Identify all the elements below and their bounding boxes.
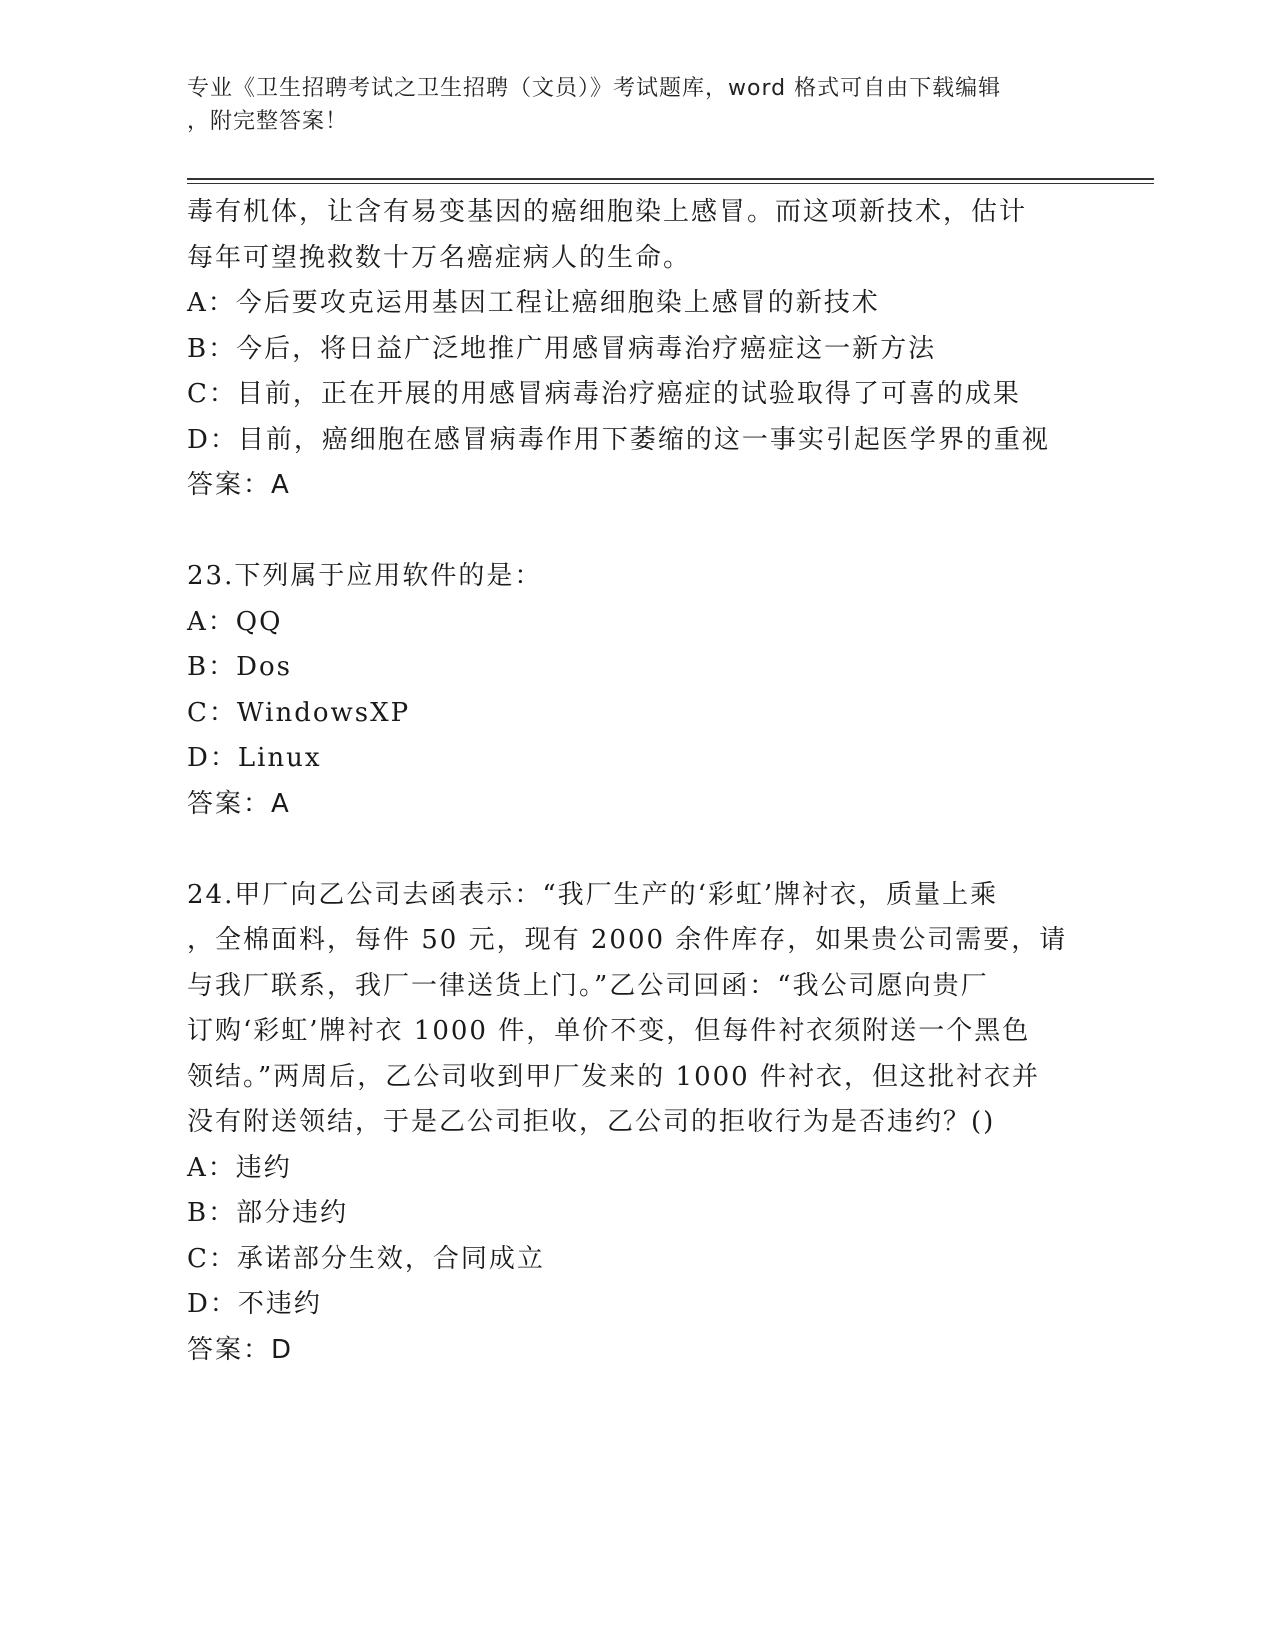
option-d: D：Linux bbox=[187, 743, 322, 773]
spacer bbox=[187, 509, 1067, 555]
question-stem-line: 没有附送领结，于是乙公司拒收，乙公司的拒收行为是否违约？() bbox=[187, 1107, 996, 1137]
header-line-1: 专业《卫生招聘考试之卫生招聘（文员）》考试题库，word 格式可自由下载编辑 bbox=[187, 76, 1002, 101]
option-a: A：QQ bbox=[187, 606, 283, 637]
question-stem-line: ，全棉面料，每件 50 元，现有 2000 余件库存，如果贵公司需要，请 bbox=[187, 925, 1068, 955]
question-stem-line: 领结。”两周后，乙公司收到甲厂发来的 1000 件衬衣，但这批衬衣并 bbox=[187, 1061, 1040, 1092]
option-b: B：今后，将日益广泛地推广用感冒病毒治疗癌症这一新方法 bbox=[187, 333, 937, 364]
spacer bbox=[187, 827, 1067, 873]
question-text-line: 毒有机体，让含有易变基因的癌细胞染上感冒。而这项新技术，估计 bbox=[187, 197, 1028, 227]
option-c: C：承诺部分生效，合同成立 bbox=[187, 1243, 545, 1274]
document-header bbox=[187, 72, 1067, 138]
answer: 答案：A bbox=[187, 470, 291, 500]
answer: 答案：D bbox=[187, 1334, 294, 1365]
header-divider-thin bbox=[187, 183, 1154, 184]
option-c: C：目前，正在开展的用感冒病毒治疗癌症的试验取得了可喜的成果 bbox=[187, 379, 1021, 409]
question-22 bbox=[187, 190, 1067, 509]
question-stem-line: 24.甲厂向乙公司去函表示：“我厂生产的‘彩虹’牌衬衣，质量上乘 bbox=[187, 879, 999, 910]
question-stem: 23.下列属于应用软件的是： bbox=[187, 561, 543, 591]
option-a: A：今后要攻克运用基因工程让癌细胞染上感冒的新技术 bbox=[187, 288, 880, 318]
option-d: D：不违约 bbox=[187, 1289, 322, 1319]
option-c: C：WindowsXP bbox=[187, 697, 411, 728]
option-a: A：违约 bbox=[187, 1152, 292, 1183]
header-line-2: ，附完整答案！ bbox=[187, 109, 349, 134]
answer: 答案：A bbox=[187, 788, 291, 819]
option-b: B：Dos bbox=[187, 652, 292, 682]
question-text-line: 每年可望挽救数十万名癌症病人的生命。 bbox=[187, 242, 692, 273]
question-23 bbox=[187, 554, 1067, 827]
header-divider-thick bbox=[187, 178, 1154, 180]
question-24 bbox=[187, 873, 1067, 1374]
question-stem-line: 订购‘彩虹’牌衬衣 1000 件，单价不变，但每件衬衣须附送一个黑色 bbox=[187, 1016, 1031, 1046]
question-stem-line: 与我厂联系，我厂一律送货上门。”乙公司回函：“我公司愿向贵厂 bbox=[187, 970, 989, 1001]
option-d: D：目前，癌细胞在感冒病毒作用下萎缩的这一事实引起医学界的重视 bbox=[187, 424, 1050, 455]
question-content bbox=[187, 190, 1067, 1373]
option-b: B：部分违约 bbox=[187, 1198, 349, 1228]
